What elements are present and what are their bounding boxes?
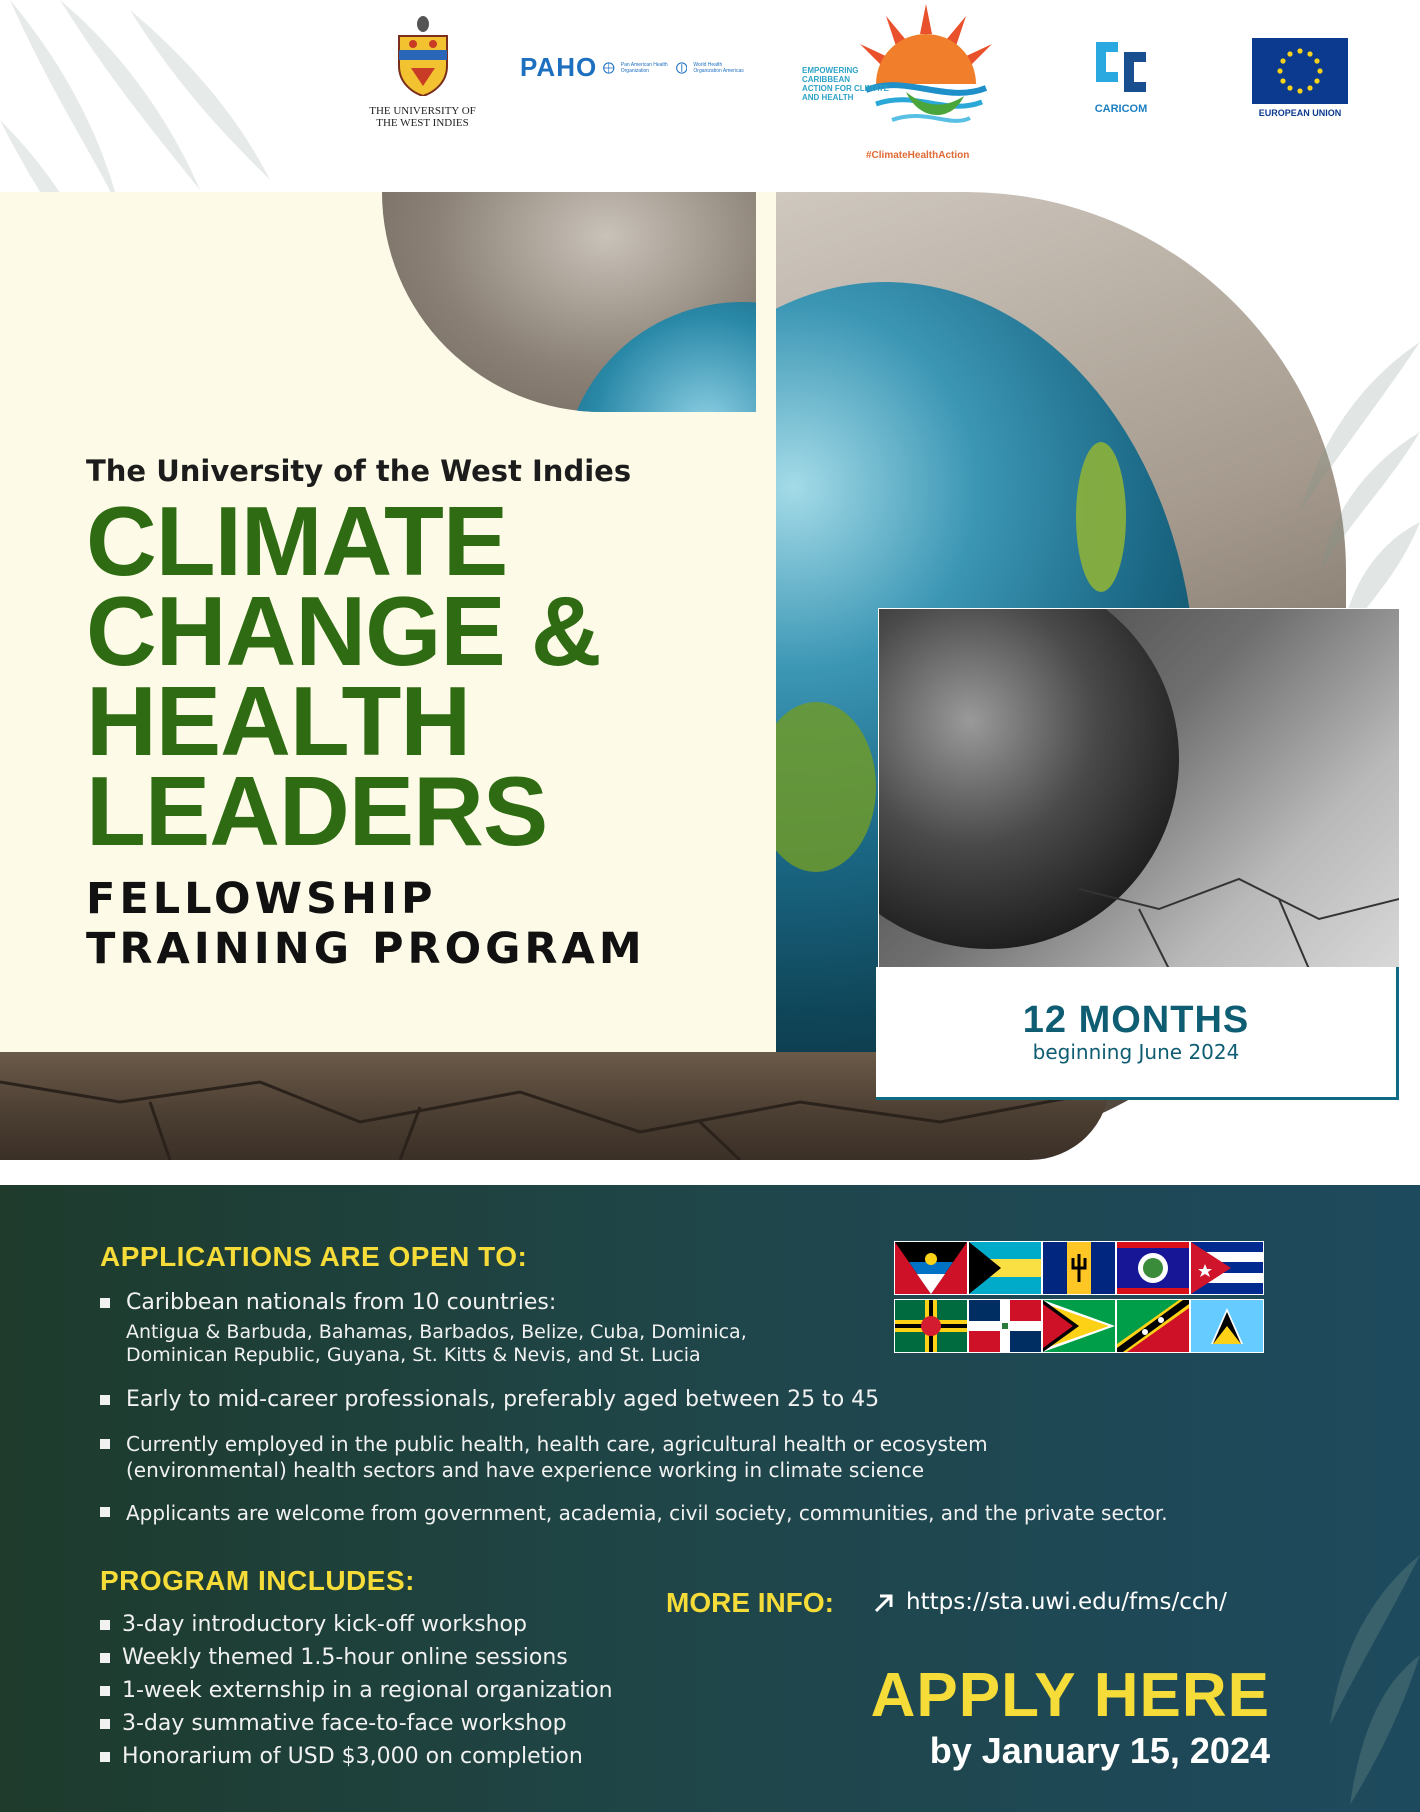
main-title-line: LEADERS [86, 756, 548, 866]
dry-earth-photo [878, 608, 1400, 968]
flag-dominica [894, 1299, 968, 1353]
eu-name: EUROPEAN UNION [1258, 108, 1342, 118]
main-title-line: CLIMATE [86, 486, 508, 596]
paho-logo [520, 52, 745, 83]
palm-leaf-decoration [1210, 322, 1420, 652]
list-item: Currently employed in the public health, health care, agricultural health or ecosystem (environmental) health sectors and have experience working in climate science [100, 1431, 1100, 1483]
eu-logo [1250, 38, 1350, 118]
uwi-logo-name: THE UNIVERSITY OF THE WEST INDIES [369, 105, 476, 129]
list-item: Applicants are welcome from government, academia, civil society, communities, and the private sector. [100, 1500, 1360, 1526]
list-item: 3-day summative face-to-face workshop [100, 1710, 700, 1738]
caricom-logo [1086, 38, 1156, 115]
uwi-logo [360, 14, 485, 129]
climate-health-action-logo [796, 4, 1016, 174]
climate-hashtag: #ClimateHealthAction [866, 150, 970, 161]
flag-guyana [1042, 1299, 1116, 1353]
list-item: 3-day introductory kick-off workshop [100, 1611, 700, 1639]
bullet-icon [100, 1298, 110, 1308]
country-list: Antigua & Barbuda, Bahamas, Barbados, Belize, Cuba, Dominica, [126, 1321, 747, 1343]
program-subtitle [86, 874, 786, 974]
duration-subtitle: beginning June 2024 [1032, 1040, 1240, 1064]
country-flags [894, 1241, 1270, 1357]
subtitle-line: FELLOWSHIP [86, 874, 437, 924]
more-info-link[interactable]: https://sta.uwi.edu/fms/cch/ [906, 1589, 1227, 1615]
duration-title: 12 MONTHS [1022, 999, 1250, 1041]
bullet-icon [100, 1620, 110, 1630]
program-duration-card [876, 967, 1399, 1100]
eu-stars-icon [1252, 38, 1348, 104]
list-item: Caribbean nationals from 10 countries: Antigua & Barbuda, Bahamas, Barbados, Belize, Cuba, Dominica, Dominican Republic, Guyana, St. Kitts & Nevis, and St. Lucia [100, 1289, 860, 1367]
bullet-icon [100, 1686, 110, 1696]
country-list: Dominican Republic, Guyana, St. Kitts & Nevis, and St. Lucia [126, 1344, 701, 1366]
logo-strip [0, 0, 1420, 180]
flag-belize [1116, 1241, 1190, 1295]
hero-title-block [86, 454, 786, 974]
list-item: Early to mid-career professionals, preferably aged between 25 to 45 [100, 1386, 1000, 1414]
uwi-crest-icon [391, 14, 455, 96]
globe-image [562, 302, 756, 412]
bullet-icon [100, 1507, 110, 1517]
bullet-icon [100, 1439, 110, 1449]
paho-small-text: Pan American Health Organization [620, 61, 668, 74]
subtitle-line: TRAINING PROGRAM [86, 924, 646, 974]
paho-wordmark: PAHO [520, 52, 598, 82]
applications-heading: APPLICATIONS ARE OPEN TO: [100, 1241, 528, 1272]
flag-bahamas [968, 1241, 1042, 1295]
flag-cuba [1190, 1241, 1264, 1295]
caricom-name: CARICOM [1094, 103, 1148, 115]
flag-barbados [1042, 1241, 1116, 1295]
apply-here-button[interactable]: APPLY HERE [870, 1661, 1270, 1730]
flag-st-kitts-nevis [1116, 1299, 1190, 1353]
main-title-line: CHANGE & [86, 576, 601, 686]
hero-section [0, 192, 1420, 1160]
eu-flag-icon [1252, 38, 1348, 104]
more-info-label: MORE INFO: [666, 1587, 834, 1618]
who-emblem-icon [676, 59, 688, 77]
bullet-icon [100, 1752, 110, 1762]
ground-cracks-icon [1079, 829, 1399, 968]
main-title-line: HEALTH [86, 666, 471, 776]
climate-logo-tagline: EMPOWERING CARIBBEAN ACTION FOR CLIMATE AND HEALTH [802, 66, 889, 102]
list-item: 1-week externship in a regional organization [100, 1677, 720, 1705]
main-title [86, 486, 786, 866]
caricom-emblem-icon [1088, 38, 1154, 96]
flag-dominican-republic [968, 1299, 1042, 1353]
info-panel [0, 1185, 1420, 1812]
who-small-text: World Health Organization Americas [693, 61, 744, 74]
program-heading: PROGRAM INCLUDES: [100, 1565, 415, 1596]
paho-globe-icon [603, 59, 615, 77]
continent-green-patch [1076, 442, 1126, 592]
palm-leaf-decoration [1290, 1545, 1420, 1812]
apply-deadline: by January 15, 2024 [929, 1730, 1270, 1771]
organization-name: The University of the West Indies [86, 454, 632, 488]
list-item: Weekly themed 1.5-hour online sessions [100, 1644, 700, 1672]
list-item: Honorarium of USD $3,000 on completion [100, 1743, 700, 1771]
flag-antigua-barbuda [894, 1241, 968, 1295]
bullet-icon [100, 1395, 110, 1405]
bullet-icon [100, 1653, 110, 1663]
bullet-icon [100, 1719, 110, 1729]
arrow-up-right-icon [872, 1591, 896, 1615]
flag-st-lucia [1190, 1299, 1264, 1353]
